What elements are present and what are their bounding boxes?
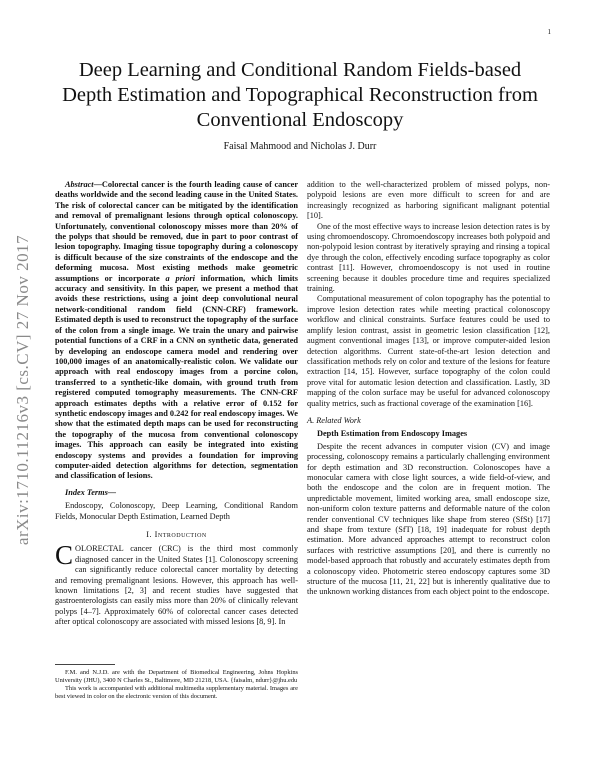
index-terms: Endoscopy, Colonoscopy, Deep Learning, Conditional Random Fields, Monocular Depth Estimation, Learned Depth [55, 501, 298, 521]
paper-title: Deep Learning and Conditional Random Fields-based Depth Estimation and Topographical Reconstruction from Conventional Endoscopy [62, 59, 538, 131]
footnotes [55, 664, 298, 701]
footnote-affiliation: F.M. and N.J.D. are with the Department of Biomedical Engineering, Johns Hopkins University (JHU), 3400 N Charles St., Baltimore, MD 21218, USA. {faisalm, ndurr}@jhu.edu [55, 669, 298, 684]
abstract-label: Abstract [65, 180, 94, 189]
left-column [55, 180, 298, 628]
section-heading-introduction: I. Introduction [146, 530, 207, 539]
paragraph-missed-polyps: addition to the well-characterized problem of missed polyps, non-polypoid lesions are even more difficult to screen for and are increasingly recognized as harboring significant malignant potential [10]. [307, 180, 550, 221]
footnote-rule [55, 664, 115, 665]
authors: Faisal Mahmood and Nicholas J. Durr [223, 141, 377, 152]
paragraph-depth-estimation: Despite the recent advances in computer vision (CV) and image processing, colonoscopy remains a particularly challenging environment for depth estimation and 3D reconstruction. Colonoscopes have a monocular camera with close light sources, a wide field-of-view, and both the endoscope and the colon are in frequent motion. The unpredictable movement, limited working area, small endoscope size, non-uniform colon texture patterns and deformable nature of the colon render conventional CV techniques like shape from stereo (SfSt) [17] and shape from texture (SfT) [18, 19] inadequate for robust depth estimation. More advanced approaches attempt to reconstruct colon surfaces with restrictive assumptions [20], and there is currently no model-based approach that robustly and accurately estimates depth from a colonoscopy video. Photometric stereo endoscopy captures some 3D structure of the mucosa [11, 21, 22] but is inherently qualitative due to the unknown working distances from each object point to the endoscope. [307, 441, 550, 597]
intro-paragraph [55, 540, 298, 627]
paragraph-topography: Computational measurement of colon topography has the potential to improve lesion detection rates while meeting practical colonoscopy workflow and clinical constraints. Surface features could be used to amplify lesion contrast, assist in geometric lesion classification [12], augment conventional images [13], or improve computer-aided lesion detection algorithms. Current state-of-the-art lesion detection and classification methods rely on color and texture of the lesions for feature extraction [14, 15]. However, surface topography of the colon could prove vital for automatic lesion detection and classification. Lastly, 3D mapping of the colon surface may be useful for advanced colonoscopy quality metrics, such as fractional coverage of the examination [16]. [307, 294, 550, 408]
arxiv-stamp-text: arXiv:1710.11216v3 [cs.CV] 27 Nov 2017 [13, 234, 32, 546]
abstract-emphasis: a priori [165, 273, 195, 283]
subsection-heading-related-work: A. Related Work [307, 415, 361, 425]
page-number: 1 [547, 28, 551, 36]
index-terms-label: Index Terms— [65, 487, 117, 497]
arxiv-stamp [8, 200, 38, 580]
intro-text: OLORECTAL cancer (CRC) is the third most commonly diagnosed cancer in the United States [1]. Colonoscopy screening can significantly reduce colorectal cancer mortality by detecting and removing premalignant lesions. However, this approach has well-known limitations [2, 3] and recent studies have suggested that gastroenterologists can easily miss more than 20% of clinically relevant polyps [4–7]. Approximately 60% of colorectal cancer cases detected after optical colonoscopy are associated with missed lesions [8, 9]. In [55, 544, 298, 627]
right-column [307, 180, 550, 598]
paragraph-chromoendoscopy: One of the most effective ways to increase lesion detection rates is by using chromoendoscopy. Chromoendoscopy increases both polypoid and non-polypoid lesion contrast by iteratively spraying and rinsing a topical dye through the colon, effectively encoding surface topography as color contrast [11]. However, chromoendoscopy is not used in routine screening because it doubles procedure time and requires specialized training. [307, 221, 550, 294]
subsubsection-heading-depth: Depth Estimation from Endoscopy Images [317, 429, 468, 439]
abstract-text-1: —Colorectal cancer is the fourth leading cause of cancer deaths worldwide and the second leading cause in the United States. The risk of colorectal cancer can be mitigated by the identification and removal of premalignant lesions through optical colonoscopy. Unfortunately, conventional colonoscopy misses more than 20% of the polyps that should be removed, due in part to poor contrast of lesion topography. Imaging tissue topography during a colonoscopy is difficult because of the size constraints of the endoscope and the deforming mucosa. Most existing methods make geometric assumptions or incorporate [55, 180, 298, 283]
drop-cap: C [55, 540, 74, 571]
abstract-text-2: information, which limits accuracy and sensitivity. In this paper, we present a method that avoids these restrictions, using a joint deep convolutional neural network-conditional random field (CNN-CRF) framework. Estimated depth is used to reconstruct the topography of the surface of the colon from a single image. We train the unary and pairwise potential functions of a CRF in a CNN on synthetic data, generated by developing an endoscope camera model and rendering over 100,000 images of an anatomically-realistic colon. We validate our approach with real endoscopy images from a porcine colon, transferred to a synthetic-like domain, with ground truth from registered computed tomography measurements. The CNN-CRF approach estimates depths with a relative error of 0.152 for synthetic endoscopy images and 0.242 for real endoscopy images. We show that the estimated depth maps can be used for reconstructing the topography of the mucosa from conventional colonoscopy images. This approach can easily be integrated into existing endoscopy systems and provides a foundation for improving computer-aided detection algorithms for detection, segmentation and classification of lesions. [55, 273, 298, 481]
abstract [55, 180, 298, 482]
footnote-supplementary: This work is accompanied with additional multimedia supplementary material. Images are best viewed in color on the electronic version of this document. [55, 685, 298, 700]
